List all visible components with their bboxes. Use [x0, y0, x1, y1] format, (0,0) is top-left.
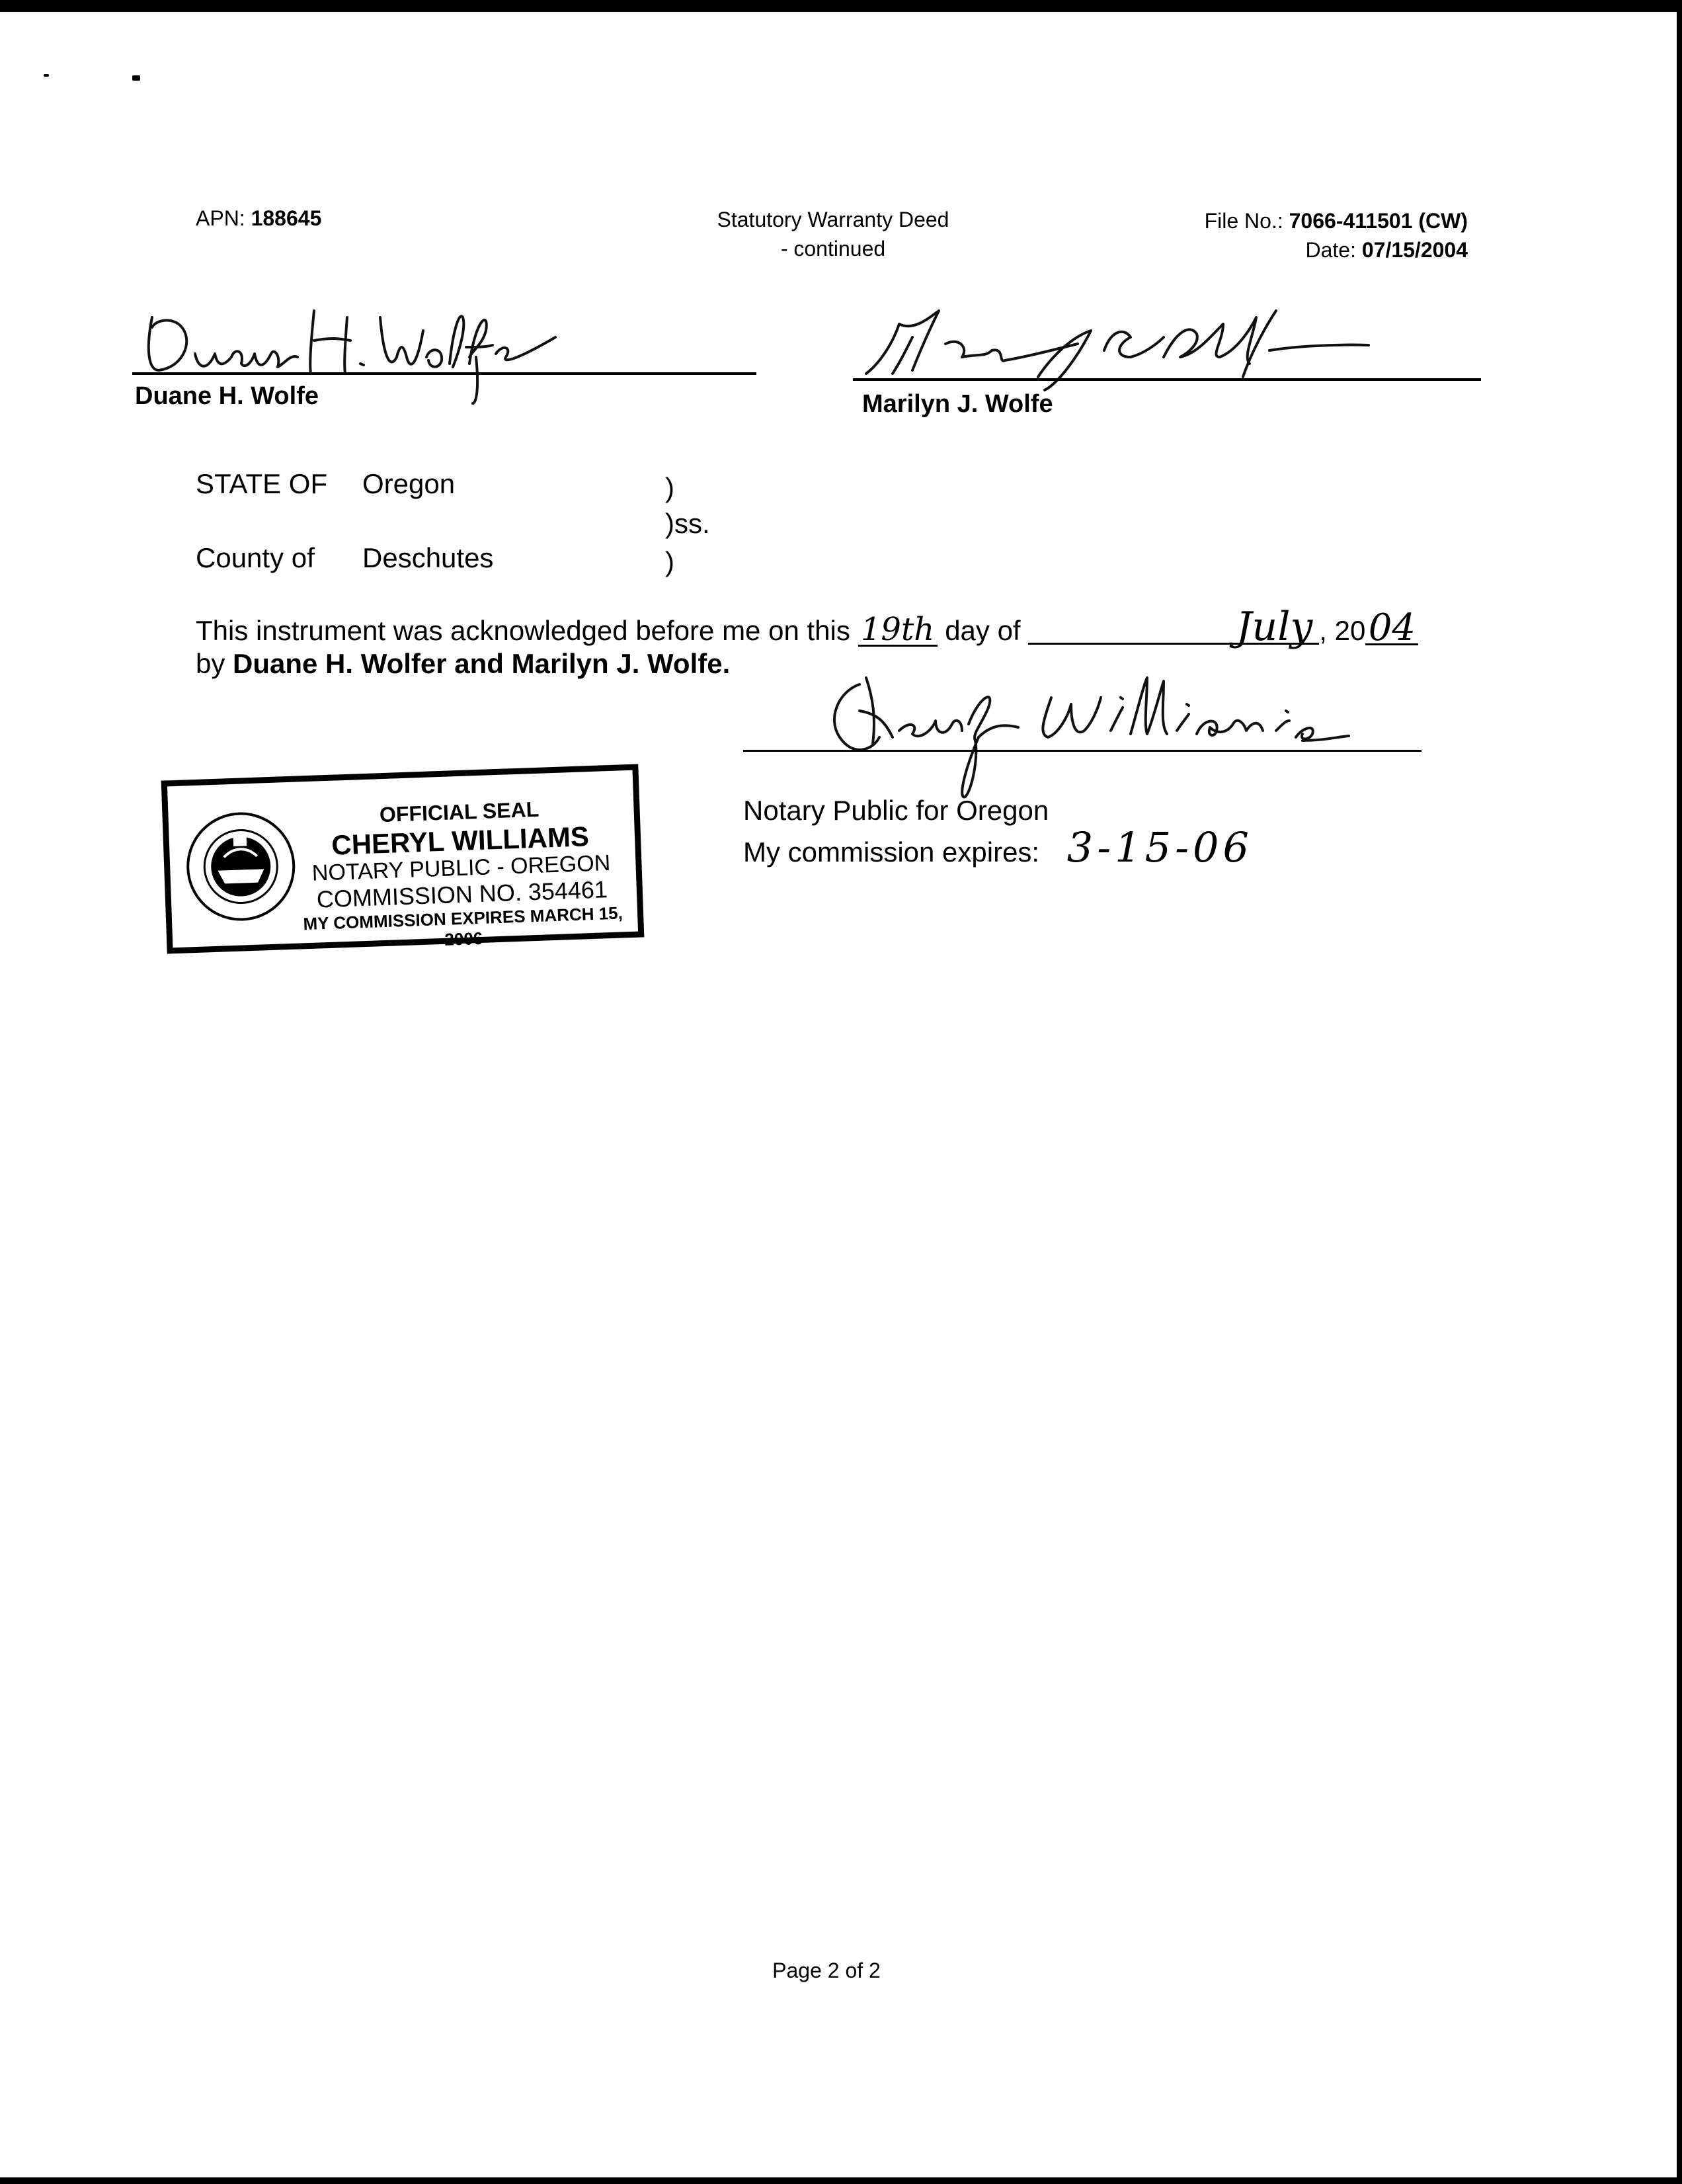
ack-by-names: Duane H. Wolfer and Marilyn J. Wolfe. [233, 648, 731, 679]
signer-name-duane: Duane H. Wolfe [135, 382, 319, 410]
apn-label: APN: [196, 206, 245, 230]
file-label: File No.: [1204, 209, 1283, 233]
acknowledgment-line2 [196, 647, 730, 681]
venue-paren-open: ) [665, 472, 674, 503]
seal-line-name: CHERYL WILLIAMS [331, 821, 590, 861]
file-info-block [1071, 206, 1468, 264]
venue-ss: )ss. [665, 508, 710, 539]
document-title-block [661, 205, 1005, 263]
venue-paren-close: ) [665, 546, 674, 577]
signature-line-duane [132, 372, 756, 375]
ack-day-handwritten: 19th [858, 614, 938, 647]
ack-by-label: by [196, 648, 225, 679]
seal-line-title: NOTARY PUBLIC - OREGON [311, 850, 611, 886]
apn [196, 204, 321, 233]
scan-speck [132, 75, 140, 81]
date-value: 07/15/2004 [1361, 238, 1468, 262]
acknowledgment-line1 [196, 604, 1418, 650]
apn-value: 188645 [251, 206, 322, 230]
scan-border-right [1677, 0, 1682, 2184]
page-number: Page 2 of 2 [772, 1959, 881, 1982]
scan-border-top [0, 0, 1682, 12]
document-title: Statutory Warranty Deed [717, 208, 949, 231]
scan-border-bottom [0, 2177, 1682, 2184]
commission-handwritten: 3-15-06 [1066, 823, 1253, 871]
signature-notary [820, 658, 1349, 810]
seal-line-commission: COMMISSION NO. 354461 [316, 875, 608, 913]
document-date [1071, 235, 1468, 264]
state-label: STATE OF [196, 468, 328, 499]
signature-line-notary [743, 750, 1422, 752]
scan-speck [44, 74, 49, 77]
signature-line-marilyn [853, 378, 1481, 381]
commission-label: My commission expires: [743, 836, 1040, 868]
ack-month-handwritten: July [1028, 611, 1319, 645]
file-number [1071, 206, 1468, 235]
notary-title: Notary Public for Oregon [743, 795, 1049, 826]
county-value: Deschutes [362, 542, 494, 573]
ack-year-prefix: , 20 [1319, 615, 1366, 646]
ack-year-handwritten: 04 [1365, 613, 1418, 645]
document-subtitle: - continued [780, 237, 886, 261]
ack-day-of: day of [945, 615, 1021, 646]
ack-prefix: This instrument was acknowledged before me on this [196, 615, 850, 646]
state-value: Oregon [362, 468, 456, 499]
state-seal-emblem-icon [182, 809, 299, 925]
file-value: 7066-411501 (CW) [1289, 209, 1468, 233]
date-label: Date: [1305, 238, 1356, 262]
seal-line-expires: MY COMMISSION EXPIRES MARCH 15, 2006 [303, 903, 623, 950]
notary-commission [743, 823, 1253, 871]
official-seal-stamp [161, 764, 645, 953]
county-label: County of [196, 542, 315, 573]
signer-name-marilyn: Marilyn J. Wolfe [862, 390, 1053, 418]
seal-line-official: OFFICIAL SEAL [379, 797, 540, 827]
